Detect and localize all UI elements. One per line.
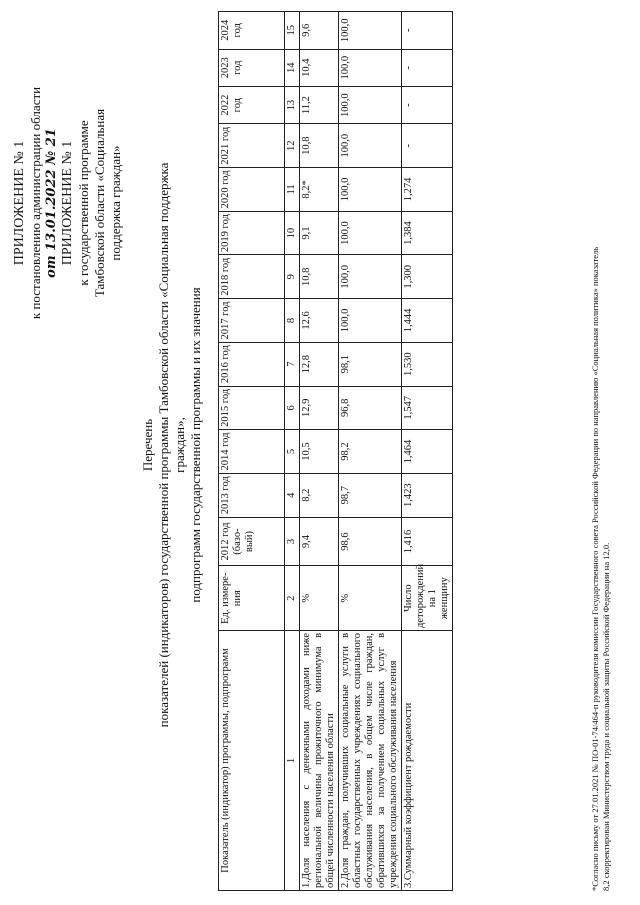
indicators-table [218, 11, 453, 891]
appendix-program-name-1: Тамбовской области «Социальная [92, 108, 107, 298]
footnote-line-1: *Согласно письму от 27.01.2021 № ПО-01-74/464-п руководителя комиссии Государственного совета Российской Федерации по направлению «Социальная политика» показатель [590, 246, 600, 891]
header-year: 2013 год [219, 473, 285, 517]
indicator-value: 98,2 [339, 430, 402, 474]
header-year: 2012 год (базо-вый) [219, 517, 285, 566]
indicator-value: 100,0 [339, 124, 402, 168]
indicator-value: 9,4 [300, 517, 339, 566]
indicator-value: 10,5 [300, 430, 339, 474]
header-row [219, 12, 285, 891]
table-row [300, 12, 339, 891]
column-number: 12 [285, 124, 300, 168]
column-number: 14 [285, 49, 300, 86]
title-line-3: подпрограмм государственной программы и их значения [188, 287, 203, 603]
header-year: 2020 год [219, 168, 285, 212]
header-year: 2019 год [219, 211, 285, 255]
header-year: 2017 год [219, 299, 285, 343]
column-number: 7 [285, 342, 300, 386]
column-number: 9 [285, 255, 300, 299]
column-number: 2 [285, 566, 300, 630]
title-line-2: показателей (индикаторов) государственной программы Тамбовской области «Социальная поддержка граждан», [156, 162, 187, 728]
indicator-unit: % [339, 566, 402, 630]
indicator-value: 1,464 [402, 430, 453, 474]
column-number: 15 [285, 12, 300, 50]
indicator-value: 100,0 [339, 12, 402, 50]
footnote-line-2: 8,2 скорректирован Министерством труда и социальной защиты Российской Федерации на 12,0. [601, 542, 611, 891]
column-number: 5 [285, 430, 300, 474]
column-number: 3 [285, 517, 300, 566]
header-indicator: Показатель (индикатор) программы, подпрограмм [219, 630, 285, 890]
indicator-value: 1,300 [402, 255, 453, 299]
appendix-decree-ref: к постановлению администрации области [28, 86, 43, 320]
indicator-value: 100,0 [339, 299, 402, 343]
indicator-value: - [402, 49, 453, 86]
handwritten-date-number: от 13.01.2022 № 21 [44, 128, 59, 278]
indicator-value: 1,530 [402, 342, 453, 386]
indicator-value: - [402, 86, 453, 123]
column-number: 1 [285, 630, 300, 890]
appendix-program-ref: к государственной программе [76, 120, 91, 286]
indicator-value: 12,8 [300, 342, 339, 386]
header-year: 2023 год [219, 49, 285, 86]
table-row [339, 12, 402, 891]
column-number: 11 [285, 168, 300, 212]
indicator-value: 10,8 [300, 124, 339, 168]
appendix-block [12, 18, 124, 388]
indicator-value: 8,2* [300, 168, 339, 212]
indicator-value: - [402, 124, 453, 168]
indicator-value: 100,0 [339, 255, 402, 299]
indicator-value: - [402, 12, 453, 50]
indicator-value: 98,7 [339, 473, 402, 517]
indicator-value: 12,9 [300, 386, 339, 430]
indicator-value: 100,0 [339, 49, 402, 86]
column-number: 10 [285, 211, 300, 255]
indicator-value: 96,8 [339, 386, 402, 430]
header-year: 2014 год [219, 430, 285, 474]
indicator-value: 9,6 [300, 12, 339, 50]
indicator-value: 8,2 [300, 473, 339, 517]
indicator-unit: % [300, 566, 339, 630]
indicator-value: 98,6 [339, 517, 402, 566]
appendix-heading-2: ПРИЛОЖЕНИЕ № 1 [60, 140, 75, 266]
indicator-value: 10,8 [300, 255, 339, 299]
indicator-value: 11,2 [300, 86, 339, 123]
indicator-value: 10,4 [300, 49, 339, 86]
indicator-value: 100,0 [339, 168, 402, 212]
table-row [402, 12, 453, 891]
column-number: 8 [285, 299, 300, 343]
indicator-value: 1,444 [402, 299, 453, 343]
column-number: 4 [285, 473, 300, 517]
header-year: 2015 год [219, 386, 285, 430]
column-number: 13 [285, 86, 300, 123]
indicator-name: 2.Доля граждан, получивших социальные услуги в областных государственных учреждениях социального обслуживания населения, в общем числе граждан, обратившихся за получением социальных услуг в учреждения социального обслуживания населения [339, 630, 402, 890]
column-number: 6 [285, 386, 300, 430]
appendix-program-name-2: поддержка граждан» [108, 145, 123, 261]
indicator-value: 100,0 [339, 211, 402, 255]
header-year: 2024 год [219, 12, 285, 50]
header-year: 2018 год [219, 255, 285, 299]
indicator-value: 1,416 [402, 517, 453, 566]
indicator-value: 12,6 [300, 299, 339, 343]
header-year: 2021 год [219, 124, 285, 168]
indicator-value: 100,0 [339, 86, 402, 123]
indicator-name: 1.Доля населения с денежными доходами ниже региональной величины прожиточного минимума в общей численности населения области [300, 630, 339, 890]
header-unit: Ед. измере-ния [219, 566, 285, 630]
title-line-1: Перечень [140, 418, 155, 472]
indicator-value: 1,274 [402, 168, 453, 212]
indicator-value: 1,384 [402, 211, 453, 255]
indicator-unit: Число деторождений на 1 женщину [402, 566, 453, 630]
indicator-value: 1,547 [402, 386, 453, 430]
document-title [140, 145, 204, 745]
header-year: 2022 год [219, 86, 285, 123]
column-number-row [285, 12, 300, 891]
indicator-value: 98,1 [339, 342, 402, 386]
appendix-heading: ПРИЛОЖЕНИЕ № 1 [12, 140, 27, 266]
indicator-value: 1,423 [402, 473, 453, 517]
indicator-name: 3.Суммарный коэффициент рождаемости [402, 630, 453, 890]
footnote [590, 11, 612, 891]
header-year: 2016 год [219, 342, 285, 386]
indicator-value: 9,1 [300, 211, 339, 255]
